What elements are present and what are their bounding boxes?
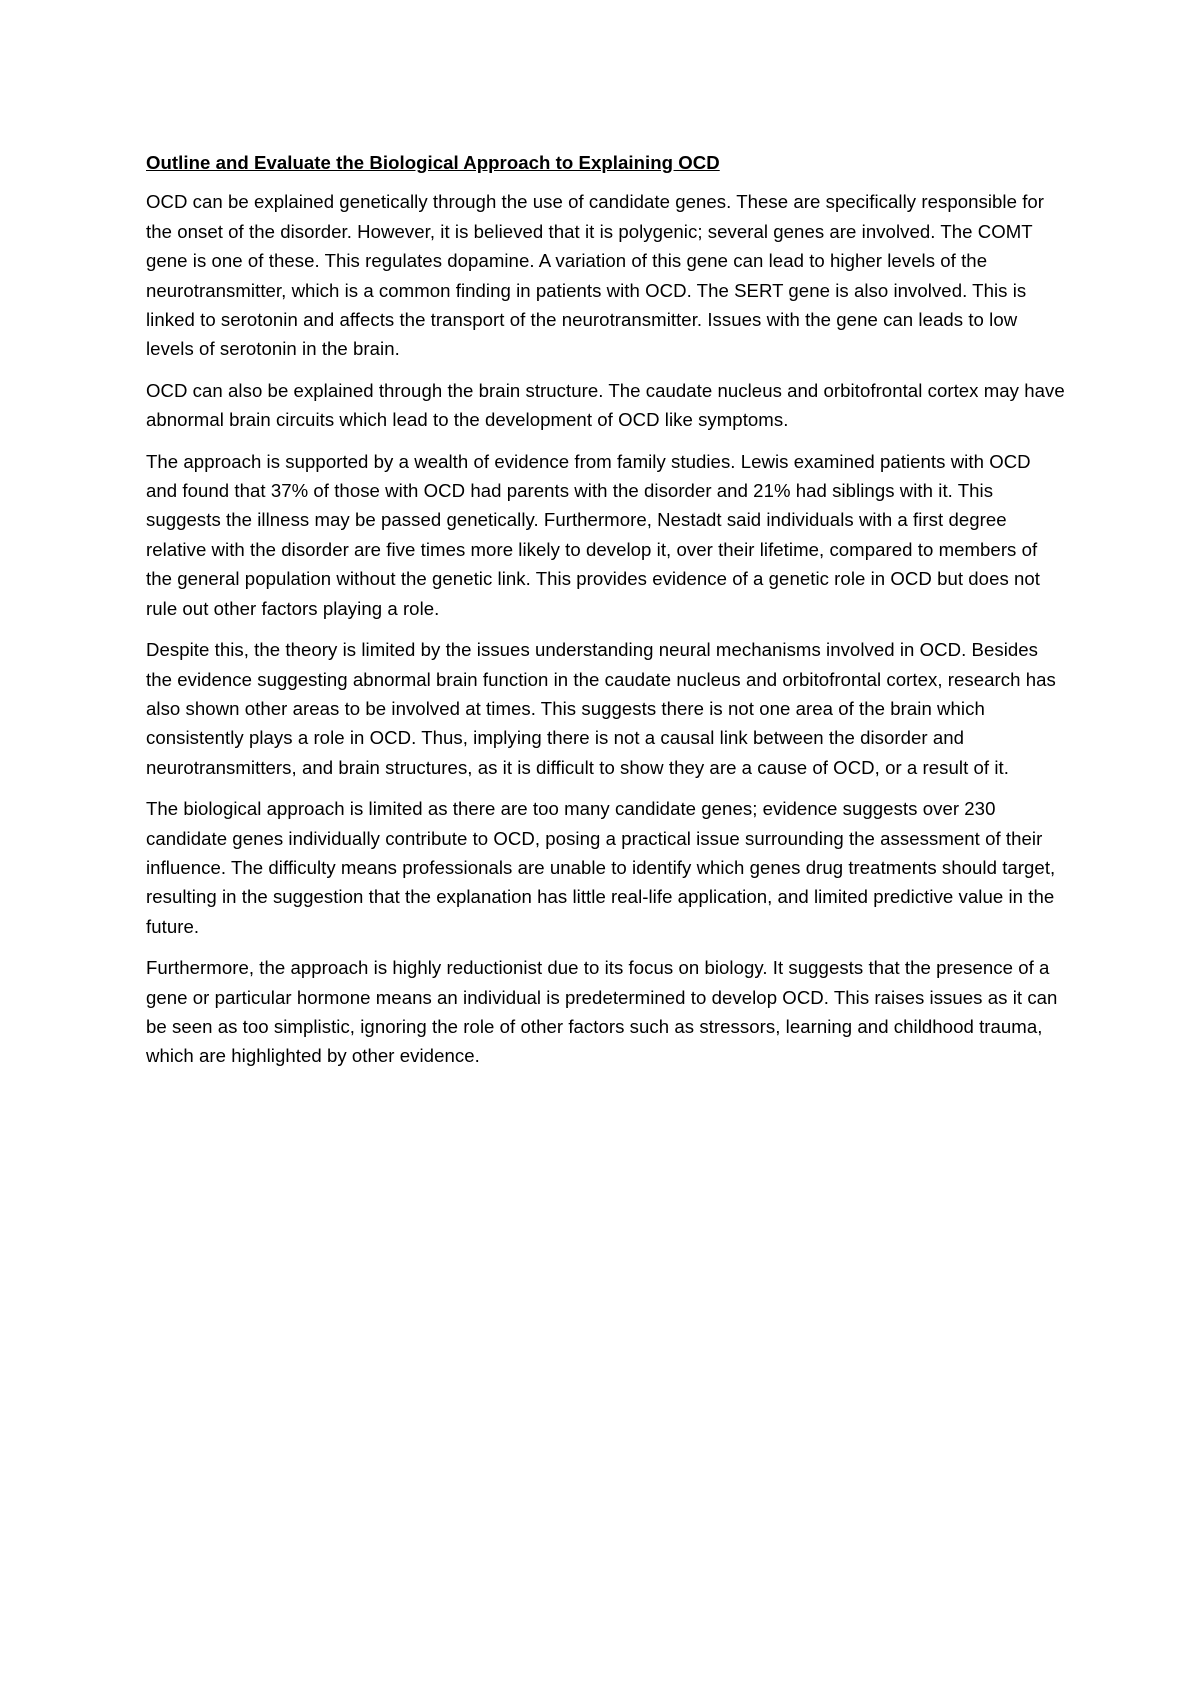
paragraph-candidate-genes: The biological approach is limited as there are too many candidate genes; evidence suggests over 230 candidate genes individually contribute to OCD, posing a practical issue surrounding the assessment of their influence. The difficulty means professionals are unable to identify which genes drug treatments should target, resulting in the suggestion that the explanation has little real-life application, and limited predictive value in the future. — [146, 798, 1056, 937]
document-title: Outline and Evaluate the Biological Approach to Explaining OCD — [146, 152, 720, 173]
paragraph-neural-mechanisms: Despite this, the theory is limited by the issues understanding neural mechanisms involved in OCD. Besides the evidence suggesting abnormal brain function in the caudate nucleus and orbitofrontal cortex, research has also shown other areas to be involved at times. This suggests there is not one area of the brain which consistently plays a role in OCD. Thus, implying there is not a causal link between the disorder and neurotransmitters, and brain structures, as it is difficult to show they are a cause of OCD, or a result of it. — [146, 639, 1056, 778]
paragraph-family-studies: The approach is supported by a wealth of evidence from family studies. Lewis examined patients with OCD and found that 37% of those with OCD had parents with the disorder and 21% had siblings with it. This suggests the illness may be passed genetically. Furthermore, Nestadt said individuals with a first degree relative with the disorder are five times more likely to develop it, over their lifetime, compared to members of the general population without the genetic link. This provides evidence of a genetic role in OCD but does not rule out other factors playing a role. — [146, 450, 1041, 619]
paragraph-brain-structure: OCD can also be explained through the brain structure. The caudate nucleus and orbitofrontal cortex may have abnormal brain circuits which lead to the development of OCD like symptoms. — [146, 379, 1065, 431]
document-body — [146, 148, 1066, 1083]
paragraph-reductionism: Furthermore, the approach is highly reductionist due to its focus on biology. It suggests that the presence of a gene or particular hormone means an individual is predetermined to develop OCD. This raises issues as it can be seen as too simplistic, ignoring the role of other factors such as stressors, learning and childhood trauma, which are highlighted by other evidence. — [146, 957, 1058, 1067]
paragraph-genetics: OCD can be explained genetically through the use of candidate genes. These are specifically responsible for the onset of the disorder. However, it is believed that it is polygenic; several genes are involved. The COMT gene is one of these. This regulates dopamine. A variation of this gene can lead to higher levels of the neurotransmitter, which is a common finding in patients with OCD. The SERT gene is also involved. This is linked to serotonin and affects the transport of the neurotransmitter. Issues with the gene can leads to low levels of serotonin in the brain. — [146, 191, 1045, 360]
